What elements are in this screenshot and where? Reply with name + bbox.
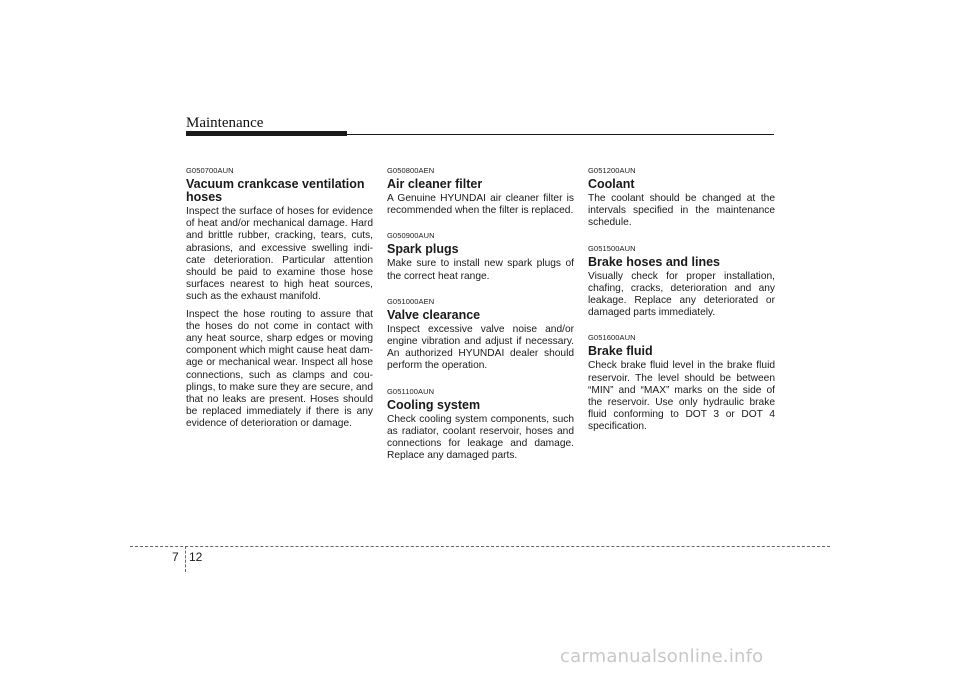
section-brake-hoses-lines	[588, 244, 775, 320]
page-number: 12	[189, 550, 203, 564]
chapter-number: 7	[172, 550, 179, 564]
section-paragraph: Inspect the hose routing to assure that the hoses do not come in contact with any heat source, sharp edges or moving component which might cause heat dam-age or mechanical wear. Inspect all hose connections, such as clamps and cou-plings, to make sure they are secure, and that no leaks are present. Hoses should be replaced immediately if there is any evidence of deterioration or damage.	[186, 308, 373, 430]
section-heading: Cooling system	[387, 397, 481, 412]
column-3	[588, 166, 775, 448]
header-rule-thick	[186, 131, 347, 136]
section-heading: Brake hoses and lines	[588, 254, 721, 269]
section-code: G050700AUN	[186, 166, 234, 175]
section-heading: Vacuum crankcase ventilation hoses	[186, 177, 365, 204]
section-code: G051500AUN	[588, 243, 636, 253]
footer-separator	[185, 546, 186, 572]
section-heading: Brake fluid	[588, 344, 653, 359]
section-heading: Air cleaner filter	[387, 177, 483, 191]
section-code: G051000AEN	[387, 296, 435, 306]
section-paragraph: Visually check for proper installation, chafing, cracks, deterioration and any leakage. Replace any deteriorated or damaged parts immediately.	[588, 270, 775, 319]
page-header-title: Maintenance	[186, 115, 264, 131]
section-code: G050800AEN	[387, 166, 435, 175]
section-code: G051600AUN	[588, 333, 636, 343]
section-paragraph: Check brake fluid level in the brake fluid reservoir. The level should be between “MIN” and “MAX” marks on the side of the reservoir. Use only hydraulic brake fluid conforming to DOT 3 or DOT 4 specification.	[588, 360, 775, 433]
section-heading: Coolant	[588, 177, 635, 191]
section-heading: Spark plugs	[387, 242, 459, 257]
section-brake-fluid	[588, 333, 775, 433]
section-vacuum-crankcase	[186, 166, 373, 431]
section-paragraph: Inspect excessive valve noise and/or engine vibration and adjust if necessary. An authorized HYUNDAI dealer should perform the operation.	[387, 323, 574, 372]
section-code: G051200AUN	[588, 166, 636, 175]
section-code: G051100AUN	[387, 386, 435, 396]
section-air-cleaner-filter	[387, 166, 574, 217]
section-cooling-system	[387, 387, 574, 463]
section-paragraph: Check cooling system components, such as radiator, coolant reservoir, hoses and connections for leakage and damage. Replace any damaged parts.	[387, 413, 574, 462]
column-2	[387, 166, 574, 476]
section-spark-plugs	[387, 231, 574, 282]
section-heading: Valve clearance	[387, 307, 481, 322]
section-valve-clearance	[387, 297, 574, 373]
section-paragraph: A Genuine HYUNDAI air cleaner filter is recommended when the filter is replaced.	[387, 193, 574, 217]
column-1	[186, 166, 373, 445]
watermark: carmanualsonline.info	[560, 646, 764, 667]
section-paragraph: The coolant should be changed at the intervals specified in the maintenance schedule.	[588, 193, 775, 229]
header-rule-thin	[347, 134, 774, 135]
section-paragraph: Make sure to install new spark plugs of the correct heat range.	[387, 258, 574, 282]
section-paragraph: Inspect the surface of hoses for evidence of heat and/or mechanical damage. Hard and brittle rubber, cracking, tears, cuts, abrasions, and excessive swelling indi-cate deterioration. Particular attention should be paid to examine those hose surfaces nearest to high heat sources, such as the exhaust manifold.	[186, 206, 373, 303]
footer-rule	[130, 546, 830, 547]
section-code: G050900AUN	[387, 231, 435, 241]
section-coolant	[588, 166, 775, 230]
